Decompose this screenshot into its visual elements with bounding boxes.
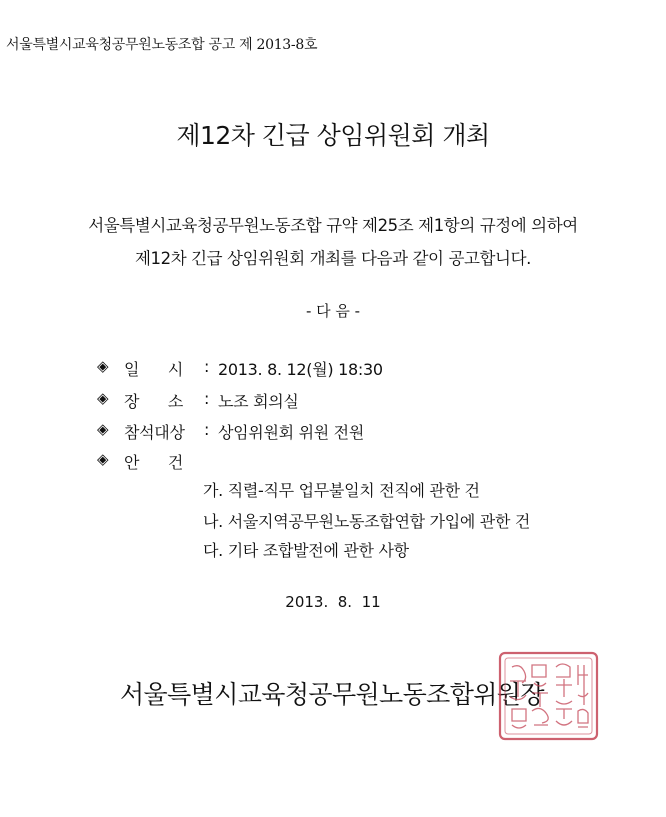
diamond-bullet-icon: ◈ bbox=[97, 420, 109, 438]
agenda-item: 다. 기타 조합발전에 관한 사항 bbox=[203, 541, 409, 560]
item-colon: : bbox=[204, 389, 210, 408]
item-label: 장 소 bbox=[124, 392, 184, 411]
item-value: 2013. 8. 12(월) 18:30 bbox=[218, 360, 383, 379]
item-place bbox=[97, 389, 299, 412]
document-number: 서울특별시교육청공무원노동조합 공고 제 2013-8호 bbox=[6, 37, 318, 53]
item-colon: : bbox=[204, 420, 210, 439]
announcement-date: 2013. 8. 11 bbox=[285, 593, 381, 611]
item-datetime bbox=[97, 357, 383, 380]
item-value: 노조 회의실 bbox=[218, 392, 299, 411]
item-colon: : bbox=[204, 357, 210, 376]
diamond-bullet-icon: ◈ bbox=[97, 389, 109, 407]
item-attendees bbox=[97, 420, 364, 443]
item-agenda bbox=[97, 450, 204, 473]
organization-signature: 서울특별시교육청공무원노동조합위원장 bbox=[120, 680, 544, 709]
official-seal bbox=[498, 651, 599, 741]
diamond-bullet-icon: ◈ bbox=[97, 357, 109, 375]
document-title: 제12차 긴급 상임위원회 개최 bbox=[176, 121, 490, 150]
dagum-heading: - 다 음 - bbox=[305, 302, 361, 320]
item-label: 참석대상 bbox=[124, 423, 185, 442]
item-value: 상임위원회 위원 전원 bbox=[218, 423, 364, 442]
agenda-item: 나. 서울지역공무원노동조합연합 가입에 관한 건 bbox=[203, 512, 531, 531]
diamond-bullet-icon: ◈ bbox=[97, 450, 109, 468]
intro-line-1: 서울특별시교육청공무원노동조합 규약 제25조 제1항의 규정에 의하여 bbox=[88, 216, 578, 235]
intro-line-2: 제12차 긴급 상임위원회 개최를 다음과 같이 공고합니다. bbox=[135, 249, 531, 268]
agenda-item: 가. 직렬-직무 업무불일치 전직에 관한 건 bbox=[203, 481, 480, 500]
item-label: 일 시 bbox=[124, 360, 184, 379]
item-label: 안 건 bbox=[124, 453, 184, 472]
